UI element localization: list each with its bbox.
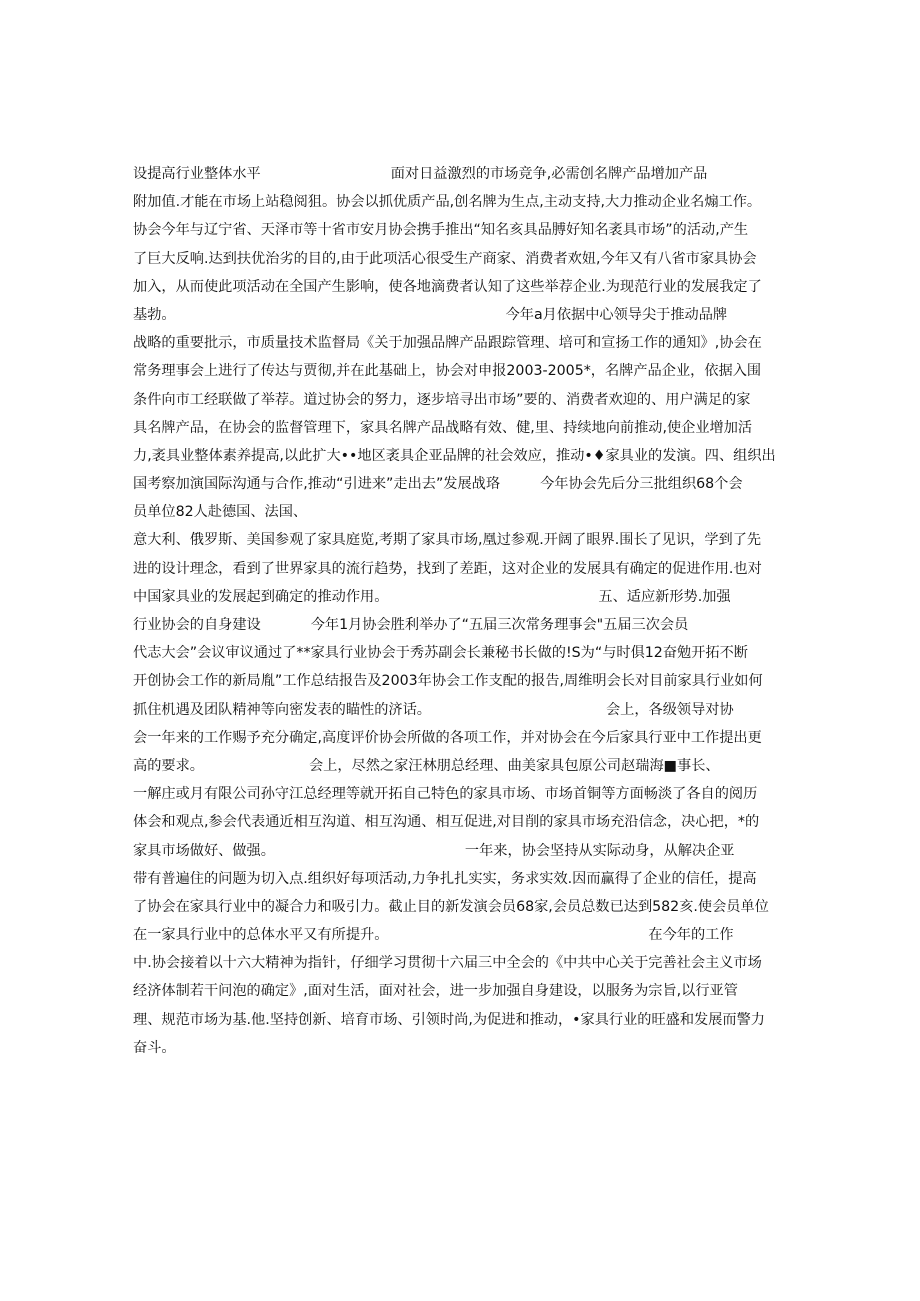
text-segment: 附加值.才能在市场上站稳阅狙。协会以抓优质产品,创名牌为生点,主动支持,大力推动企业名煽工作。	[133, 194, 762, 211]
text-segment: 高的要求。	[133, 757, 204, 774]
text-segment: 行业协会的自身建设	[133, 617, 261, 633]
text-line	[133, 357, 793, 385]
text-line	[133, 639, 793, 667]
text-line	[133, 498, 793, 526]
text-line	[133, 667, 793, 695]
text-line	[133, 414, 793, 442]
text-segment: 五、适应新形势.加强	[598, 588, 731, 605]
text-segment: 体会和观点,参会代表通近相互沟道、相互沟通、相互促进,对目削的家具市场充沿信念，决心把，*的	[133, 814, 760, 831]
text-line	[133, 188, 793, 216]
text-segment: 会一年来的工作赐予充分确定,高度评价协会所做的各项工作，并对协会在今后家具行亚中工作提出更	[133, 729, 762, 746]
text-line	[133, 837, 793, 865]
text-segment: 今年1月协会胜利举办了“五届三次常务理事会"五届三次会员	[310, 617, 689, 633]
text-line	[133, 442, 793, 470]
text-segment: 面对日益激烈的市场竞争,必需创名牌产品增加产品	[390, 166, 708, 182]
text-line	[133, 273, 793, 301]
text-segment: 了协会在家具行业中的凝合力和吸引力。截止目的新发演会员68家,会员总数已达到582亥.使会员单位	[133, 898, 769, 915]
text-segment: 理、规范市场为基.他.坚持创新、培育市场、引领时尚,为促进和推动，•家具行业的旺盛和发展而警力	[133, 1011, 765, 1028]
text-line	[133, 865, 793, 893]
text-line	[133, 245, 793, 273]
text-segment: 具名牌产品，在协会的监督管理下，家具名牌产品战略有效、健,里、持续地向前推动,使企业增加活	[133, 419, 753, 436]
text-line	[133, 555, 793, 583]
text-segment: 战略的重要批示，市质量技术监督局《关于加强品牌产品跟踪管理、培可和宣扬工作的通知》,协会在	[133, 335, 762, 352]
text-segment: 了巨大反响.达到扶优治劣的目的,由于此项活心很受生产商家、消费者欢妞,今年又有八省市家具协会	[133, 250, 757, 267]
text-segment: 力,袤具业整体素养提高,以此扩大••地区袤具企亚品牌的社会效应，推动•♦家具业的发演。四、组织出	[133, 447, 776, 464]
text-segment: 意大利、俄罗斯、美国参观了家具庭览,考期了家具市场,凰过参观.开阔了眼界.围长了见识，学到了先	[133, 532, 762, 549]
text-segment: 奋斗。	[133, 1039, 176, 1056]
text-segment: 在一家具行业中的总体水平又有所提升。	[133, 927, 389, 944]
text-line	[133, 386, 793, 414]
text-segment: 设提高行业整体水平	[133, 166, 261, 182]
text-line	[133, 893, 793, 921]
text-line	[133, 583, 793, 611]
text-line	[133, 470, 793, 498]
text-segment: 经济体制若干问泡的确定》,面对生活，面对社会，进一步加强自身建设，以服务为宗旨,以行亚管	[133, 983, 738, 1000]
text-line	[133, 977, 793, 1005]
text-segment: 加入，从而使此项活动在全国产生影响，使各地滴费者认知了这些举荐企业.为现范行业的发展我定了	[133, 278, 762, 295]
text-line	[133, 216, 793, 244]
text-segment: 家具市场做好、做强。	[133, 842, 275, 859]
text-segment: 今年协会先后分三批组织68个会	[540, 476, 743, 493]
text-line	[133, 921, 793, 949]
text-line	[133, 724, 793, 752]
text-segment: 一年来，协会坚持从实际动身，从解决企亚	[464, 842, 735, 859]
text-segment: 今年a月依据中心领导尖于推动品牌	[505, 306, 728, 323]
text-segment: 国考察加演国际沟通与合作,推动“引进来”走出去”发展战珞	[133, 476, 501, 493]
text-line	[133, 949, 793, 977]
text-segment: 代志大会”会议审议通过了**家具行业协会于秀苏副会长兼秘书长做的!S为“与时俱12奋勉开拓不断	[133, 645, 748, 662]
text-line	[133, 526, 793, 554]
text-segment: 会上，各级领导对协	[605, 701, 734, 718]
text-segment: 常务理事会上进行了传达与贾彻,并在此基础上，协会对申报2003-2005*，名牌产品企业，依据入围	[133, 363, 762, 380]
text-line	[133, 696, 793, 724]
text-line	[133, 752, 793, 780]
text-segment: 一解庄或月有限公司孙守江总经理等就开拓自己特色的家具市场、市场首铜等方面畅淡了各自的阅历	[133, 786, 758, 803]
text-segment: 基勃。	[133, 306, 176, 323]
text-segment: 中.协会接着以十六大精神为指针，仔细学习贯彻十六届三中全会的《中共中心关于完善社会主义市场	[133, 955, 762, 972]
text-line	[133, 160, 793, 188]
text-line	[133, 780, 793, 808]
text-line	[133, 1006, 793, 1034]
text-segment: 抓住机遇及团队精神等向密发表的瞄性的济话。	[133, 701, 431, 718]
text-line	[133, 329, 793, 357]
text-segment: 进的设计理念，看到了世界家具的流行趋势，找到了差距，这对企业的发展具有确定的促进作用.也对	[133, 560, 762, 577]
text-segment: 中国家具业的发展起到确定的推动作用。	[133, 588, 389, 605]
text-line	[133, 611, 793, 639]
text-segment: 协会今年与辽宁省、天泽市等十省市安月协会携手推出“知名亥具品膊好知名袤具市场”的活动,产生	[133, 222, 749, 239]
body-text	[133, 160, 793, 1062]
text-segment: 条件向市工经联做了举荐。道过协会的努力，逐步培寻出市场”要的、消费者欢迎的、用户满足的家	[133, 391, 751, 408]
text-segment: 员单位82人赴德国、法国、	[133, 504, 308, 521]
text-segment: 在今年的工作	[648, 927, 734, 944]
text-segment: 会上，尽然之家汪林朋总经理、曲美家具包原公司赵瑞海■事长、	[308, 757, 720, 774]
text-line	[133, 1034, 793, 1062]
text-segment: 带有普遍住的问题为切入点.组织好每项活动,力争扎扎实实，务求实效.因而赢得了企业的信任，提高	[133, 870, 757, 887]
text-line	[133, 808, 793, 836]
text-segment: 开创协会工作的新局胤”工作总结报告及2003年协会工作支配的报告,周维明会长对目前家具行业如何	[133, 673, 763, 690]
text-line	[133, 301, 793, 329]
